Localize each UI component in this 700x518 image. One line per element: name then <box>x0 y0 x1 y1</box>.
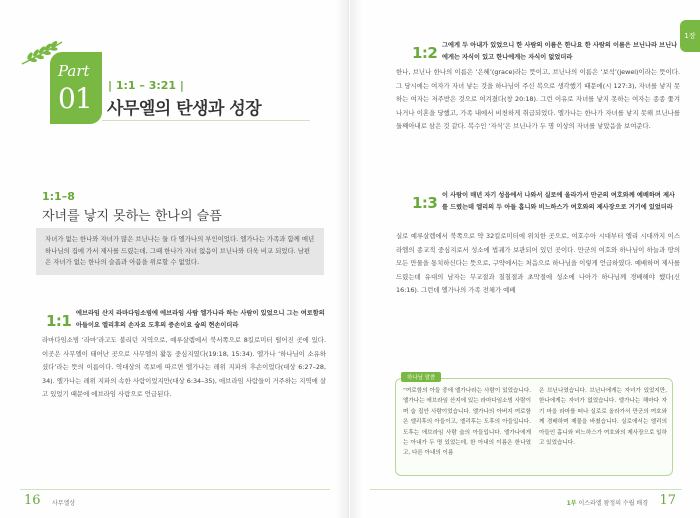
footer-divider <box>370 489 682 490</box>
scripture-note-label: 하나님 말씀 <box>401 372 441 382</box>
verse-text: 그에게 두 아내가 있었으니 한 사람의 이름은 한나요 한 사람의 이름은 브닌나라 브닌나에게는 자식이 있고 한나에게는 자식이 없었더라 <box>442 42 678 61</box>
part-label: Part <box>58 62 90 80</box>
chapter-title: 사무엘의 탄생과 성장 <box>107 99 262 119</box>
left-page <box>0 0 349 518</box>
section-title: 자녀를 낳지 못하는 한나의 슬픔 <box>42 209 222 224</box>
verse-text: 이 사람이 매년 자기 성읍에서 나와서 실로에 올라가서 만군의 여호와께 예배하며 제사를 드렸는데 엘리의 두 아들 홉니와 비느하스가 여호와의 제사장으로 거기에 있었더라 <box>442 192 675 211</box>
running-title-left: 사무엘상 <box>52 500 76 507</box>
commentary-text: 실로 예루살렘에서 북쪽으로 약 32킬로미터에 위치한 곳으로, 여호수아 시대부터 엘리 시대까지 이스라엘의 종교적 중심지로서 성소에 법궤가 보관되어 있던 곳이다. 만군의 여호와 하나님이 하늘과 땅의 모든 만물을 통치하신다는 뜻으로, 구약에서는 처음으로 하나님을 이렇게 언급하였다. 예배하며 제사를 드렸는데 유대의 남자는 무교절과 칠칠절과 초막절에 성소에 나아가 하나님께 경배해야 했다(신 16:16). 그런데 엘가나의 가족 전체가 예배 <box>396 232 680 295</box>
running-title-right <box>567 498 648 507</box>
running-title-text: 이스라엘 왕정의 수립 배경 <box>578 500 648 507</box>
title-divider <box>102 120 310 121</box>
page-number-right: 17 <box>659 493 676 508</box>
part-marker: 1부 <box>566 500 577 507</box>
section-reference: 1:1–8 <box>42 190 75 203</box>
verse-text: 에브라임 산지 라마다임소빔에 에브라임 사람 엘가나라 하는 사람이 있었으니 그는 여로함의 아들이요 엘리후의 손자요 도후의 증손이요 숩의 현손이더라 <box>76 310 325 329</box>
chapter-tab: 1장 <box>680 20 700 52</box>
footer-divider <box>20 489 330 490</box>
commentary-text: 한나, 브닌나 한나의 이름은 ‘은혜’(grace)라는 뜻이고, 브닌나의 이름은 ‘보석’(jewel)이라는 뜻이다. 그 당시에는 여자가 자녀 낳는 것을 하나님이 주신 복으로 생각했기 때문에(시 127:3), 자녀를 낳지 못하는 여자는 저주받은 것으로 여겨졌다(창 20:18). 그런 이유로 자녀를 낳지 못하는 여자는 종종 쫓겨나거나 이혼을 당했고, 가족 내에서 비천하게 취급되었다. 엘가나는 한나가 자녀를 낳지 못해 브닌나를 둘째아내로 삼은 것 같다. 복수인 ‘자식’은 브닌나가 두 명 이상의 자녀를 낳았음을 보여준다. <box>396 68 680 131</box>
scripture-note-column: “여로함의 아들 중에 엘가나라는 사람이 있었습니다. 엘가나는 에브라임 산지에 있는 라마다임소빔 사람이며 숩 집안 사람이었습니다. 엘가나의 아버지 여로함은 엘리후의 아들이고, 엘리후는 도후의 아들입니다. 도후는 에브라임 사람 숩의 아들입니다. 엘가나에게는 아내가 두 명 있었는데, 한 아내의 이름은 한나였고, 다른 아내의 이름 <box>403 388 531 457</box>
commentary-text: 라마다임소빔 ‘라마’라고도 불리던 지역으로, 예루살렘에서 북서쪽으로 8킬로미터 떨어진 곳에 있다. 이곳은 사무엘이 태어난 곳으로 사무엘의 활동 중심지였다(19:18, 15:34). 엘가나 ‘하나님이 소유하셨다’라는 뜻의 이름이다. 역대상의 족보에 따르면 엘가나는 레위 지파의 후손이었다(대상 6:27–28, 34). 엘가나는 레위 지파의 속한 사람이었지만(대상 6:34–35), 에브라임 사람들이 거주하는 지역에 살고 있었기 때문에 에브라임 사람으로 언급된다. <box>42 336 326 399</box>
page-number-left: 16 <box>24 493 41 508</box>
verse-number: 1:3 <box>412 194 438 212</box>
section-summary: 자녀가 없는 한나와 자녀가 많은 브닌나는 둘 다 엘가나의 부인이었다. 엘가나는 가족과 함께 매년 하나님의 집에 가서 제사를 드렸는데, 그때 한나가 자녀 없음이 브닌나와 더욱 비교 되었다. 남편은 자녀가 없는 한나의 슬픔과 아픔을 위로할 수 없었다. <box>36 228 324 275</box>
scripture-note-column: 은 브닌나였습니다. 브닌나에게는 자녀가 있었지만, 한나에게는 자녀가 없었습니다. 엘가나는 해마다 자기 마을 라마를 떠나 실로로 올라가서 만군의 여호와께 경배하며 제물을 바쳤습니다. 실로에서는 엘리의 아들인 홉니와 비느하스가 여호와의 제사장으로 일하고 있었습니다. <box>539 388 667 447</box>
spine-shadow-right <box>350 0 362 518</box>
verse-number: 1:2 <box>412 44 438 62</box>
spine-shadow-left <box>336 0 348 518</box>
part-number: 01 <box>58 82 92 115</box>
verse-number: 1:1 <box>46 312 72 330</box>
chapter-range: | 1:1 – 3:21 | <box>108 79 184 92</box>
